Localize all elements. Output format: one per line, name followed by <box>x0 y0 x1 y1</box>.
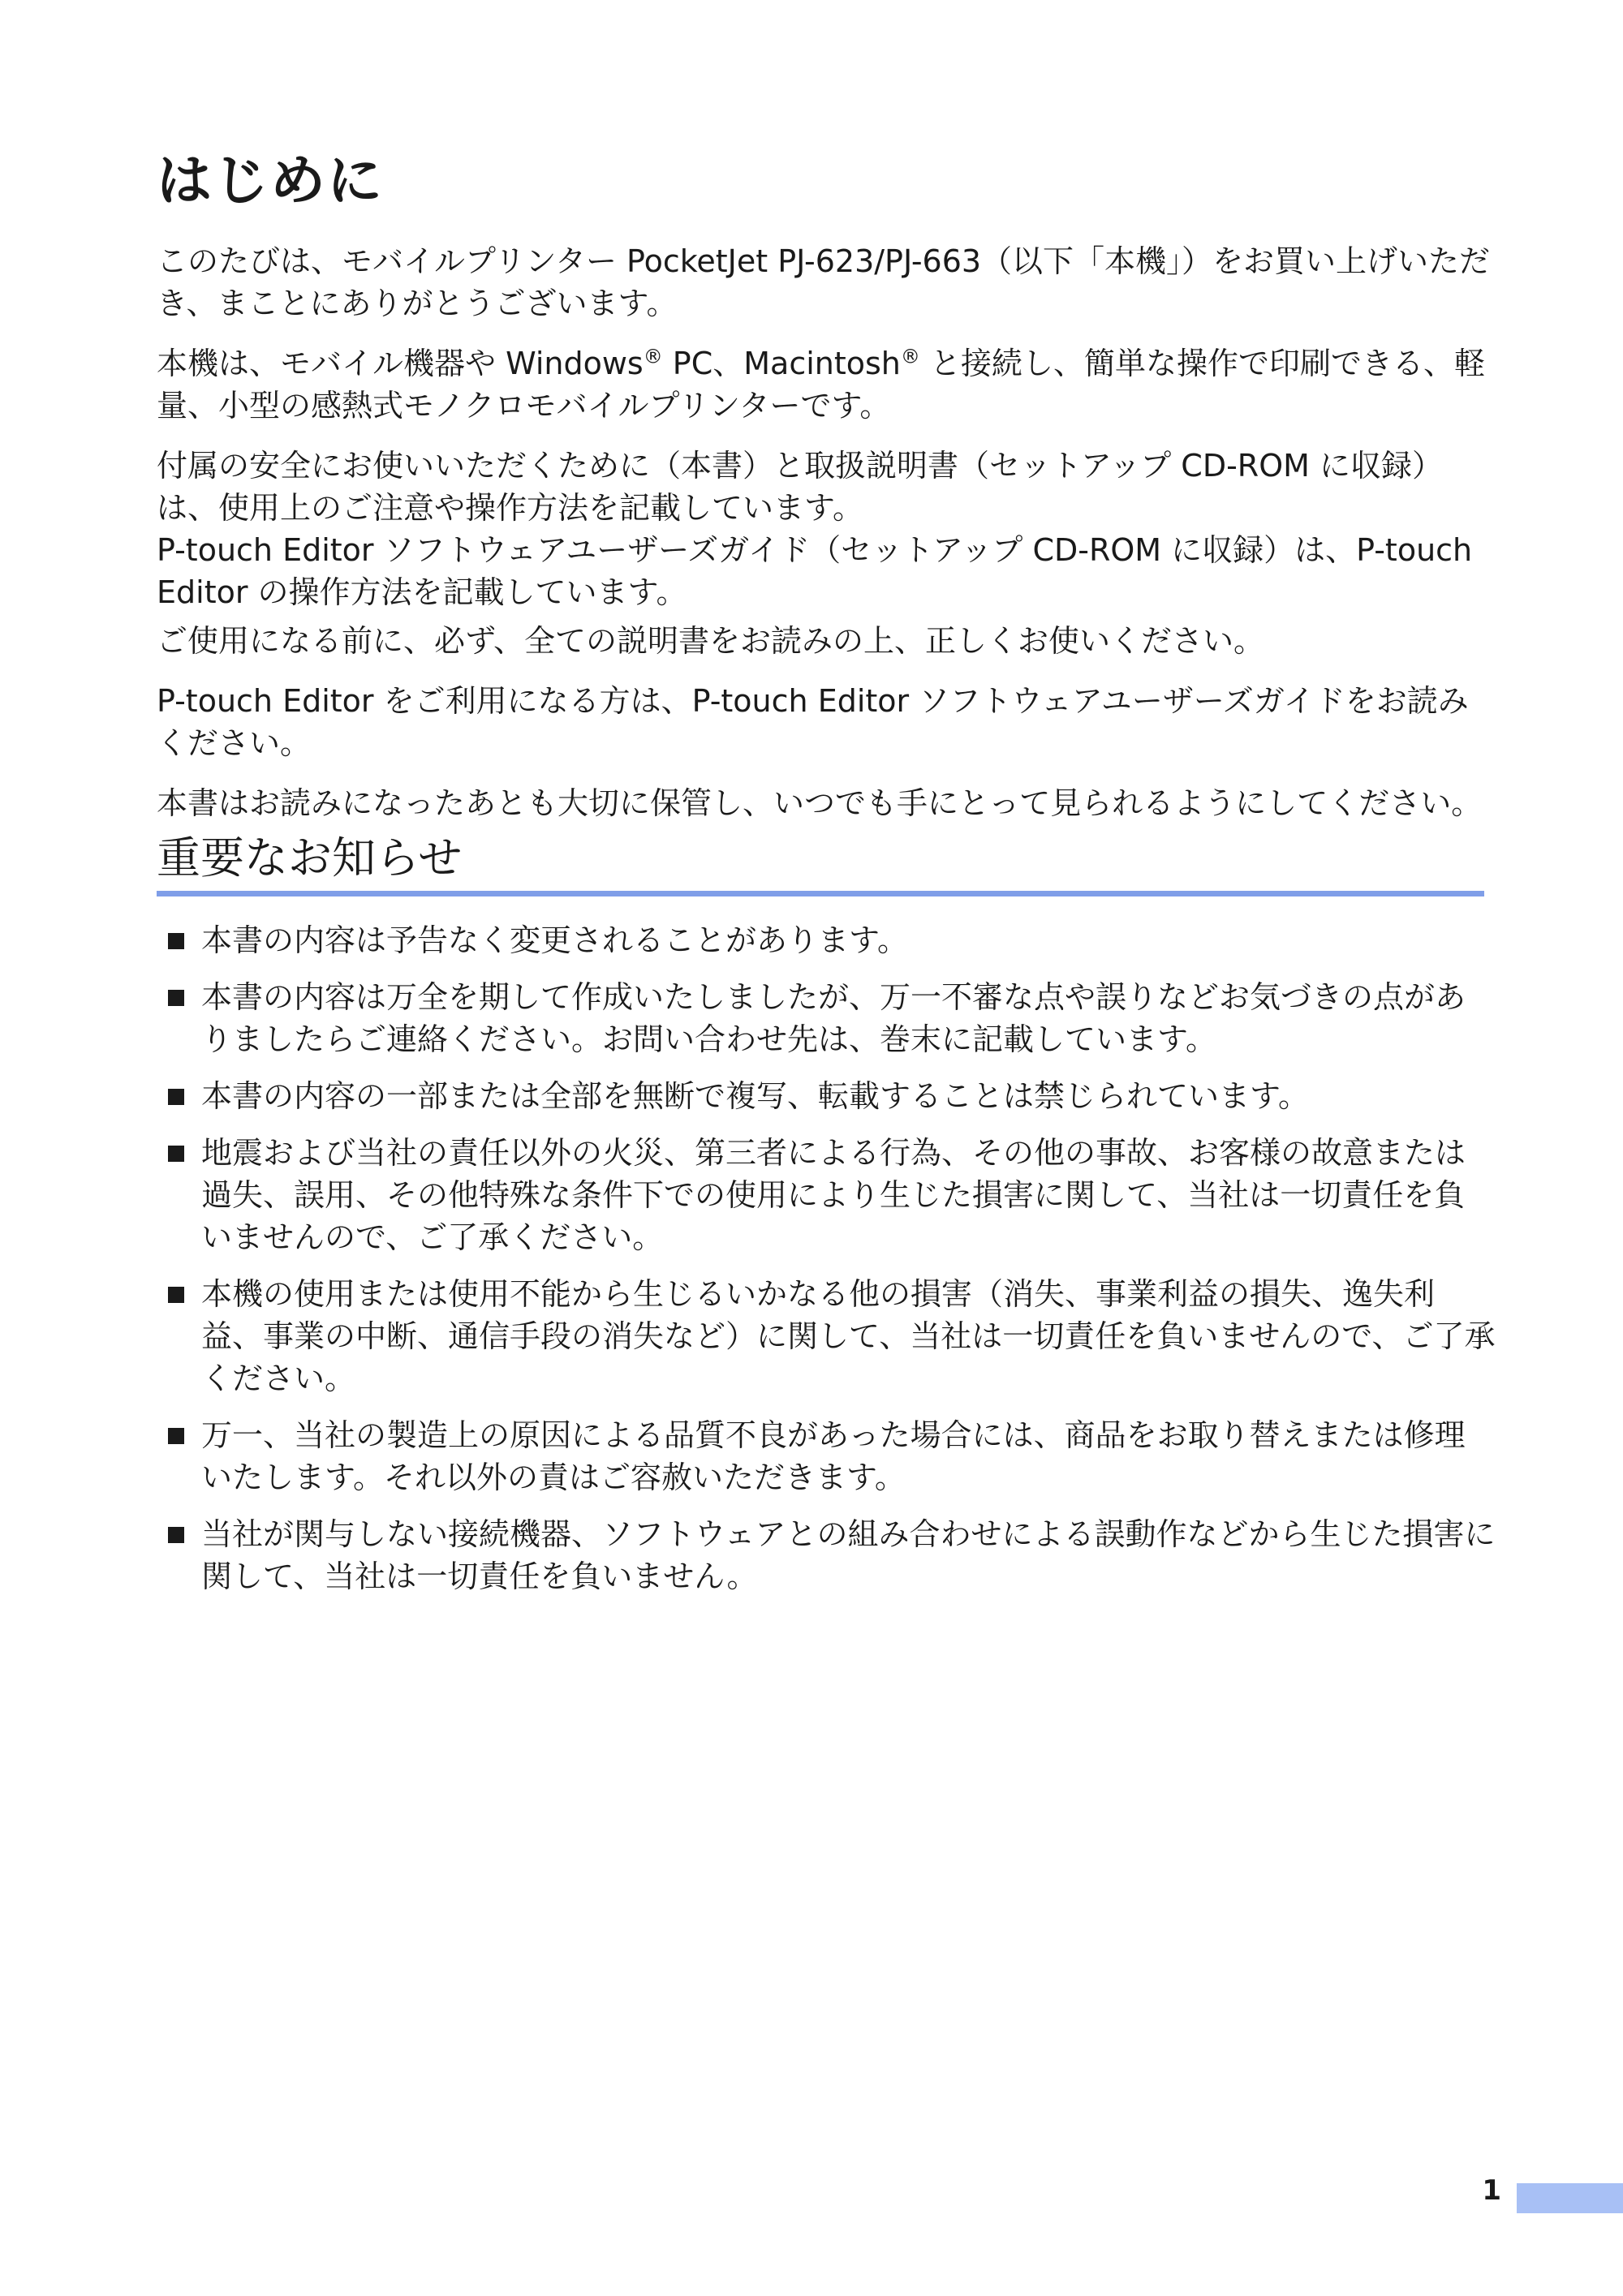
overview-text-b: PC、Macintosh <box>662 346 901 381</box>
list-item <box>157 976 1496 1060</box>
list-item <box>157 1075 1496 1117</box>
page-tab-marker <box>1517 2183 1623 2213</box>
registered-mark-macintosh: ® <box>900 345 920 368</box>
list-item <box>157 1132 1496 1258</box>
page-title: はじめに <box>157 149 385 213</box>
section-title-important-notice: 重要なお知らせ <box>157 832 463 884</box>
notice-text: 地震および当社の責任以外の火災、第三者による行為、その他の事故、お客様の故意または過失、誤用、その他特殊な条件下での使用により生じた損害に関して、当社は一切責任を負いませんので、ご了承ください。 <box>201 1135 1466 1255</box>
list-item <box>157 919 1496 961</box>
square-bullet-icon <box>168 1146 184 1162</box>
list-item <box>157 1414 1496 1498</box>
notice-text: 当社が関与しない接続機器、ソフトウェアとの組み合わせによる誤動作などから生じた損害に関して、当社は一切責任を負いません。 <box>201 1516 1496 1594</box>
intro-paragraph-greeting: このたびは、モバイルプリンター PocketJet PJ-623/PJ-663（以下「本機」）をお買い上げいただき、まことにありがとうございます。 <box>157 243 1491 321</box>
intro-paragraph-ptouch-users: P-touch Editor をご利用になる方は、P-touch Editor ソフトウェアユーザーズガイドをお読みください。 <box>157 683 1469 761</box>
intro-paragraph-overview <box>157 342 1496 427</box>
square-bullet-icon <box>168 1089 184 1105</box>
list-item <box>157 1513 1496 1597</box>
notice-text: 本書の内容の一部または全部を無断で複写、転載することは禁じられています。 <box>201 1078 1309 1114</box>
notice-text: 本機の使用または使用不能から生じるいかなる他の損害（消失、事業利益の損失、逸失利益、事業の中断、通信手段の消失など）に関して、当社は一切責任を負いませんので、ご了承ください。 <box>201 1276 1496 1396</box>
intro-paragraph-read-before-use: ご使用になる前に、必ず、全ての説明書をお読みの上、正しくお使いください。 <box>157 623 1264 659</box>
square-bullet-icon <box>168 1428 184 1444</box>
list-item <box>157 1273 1496 1400</box>
square-bullet-icon <box>168 1287 184 1303</box>
page-number: 1 <box>1482 2174 1501 2207</box>
intro-section <box>157 240 1496 824</box>
overview-text-c: と接続し、簡単な操作で印刷できる、軽量、小型の感熱式モノクロモバイルプリンターです。 <box>157 346 1485 424</box>
notice-text: 本書の内容は万全を期して作成いたしましたが、万一不審な点や誤りなどお気づきの点がありましたらご連絡ください。お問い合わせ先は、巻末に記載しています。 <box>201 979 1466 1057</box>
intro-paragraph-keep-manual: 本書はお読みになったあとも大切に保管し、いつでも手にとって見られるようにしてください。 <box>157 785 1483 821</box>
registered-mark-windows: ® <box>643 345 663 368</box>
square-bullet-icon <box>168 933 184 949</box>
intro-paragraph-manuals: 付属の安全にお使いいただくために（本書）と取扱説明書（セットアップ CD-ROM に収録）は、使用上のご注意や操作方法を記載しています。 <box>157 448 1443 526</box>
square-bullet-icon <box>168 990 184 1006</box>
overview-text-a: 本機は、モバイル機器や Windows <box>157 346 644 381</box>
intro-paragraph-ptouch-guide: P-touch Editor ソフトウェアユーザーズガイド（セットアップ CD-ROM に収録）は、P-touch Editor の操作方法を記載しています。 <box>157 532 1473 610</box>
notice-text: 万一、当社の製造上の原因による品質不良があった場合には、商品をお取り替えまたは修理いたします。それ以外の責はご容赦いただきます。 <box>201 1417 1466 1495</box>
section-divider <box>157 891 1484 896</box>
notice-text: 本書の内容は予告なく変更されることがあります。 <box>201 922 908 958</box>
square-bullet-icon <box>168 1527 184 1543</box>
notice-list <box>157 919 1496 1597</box>
